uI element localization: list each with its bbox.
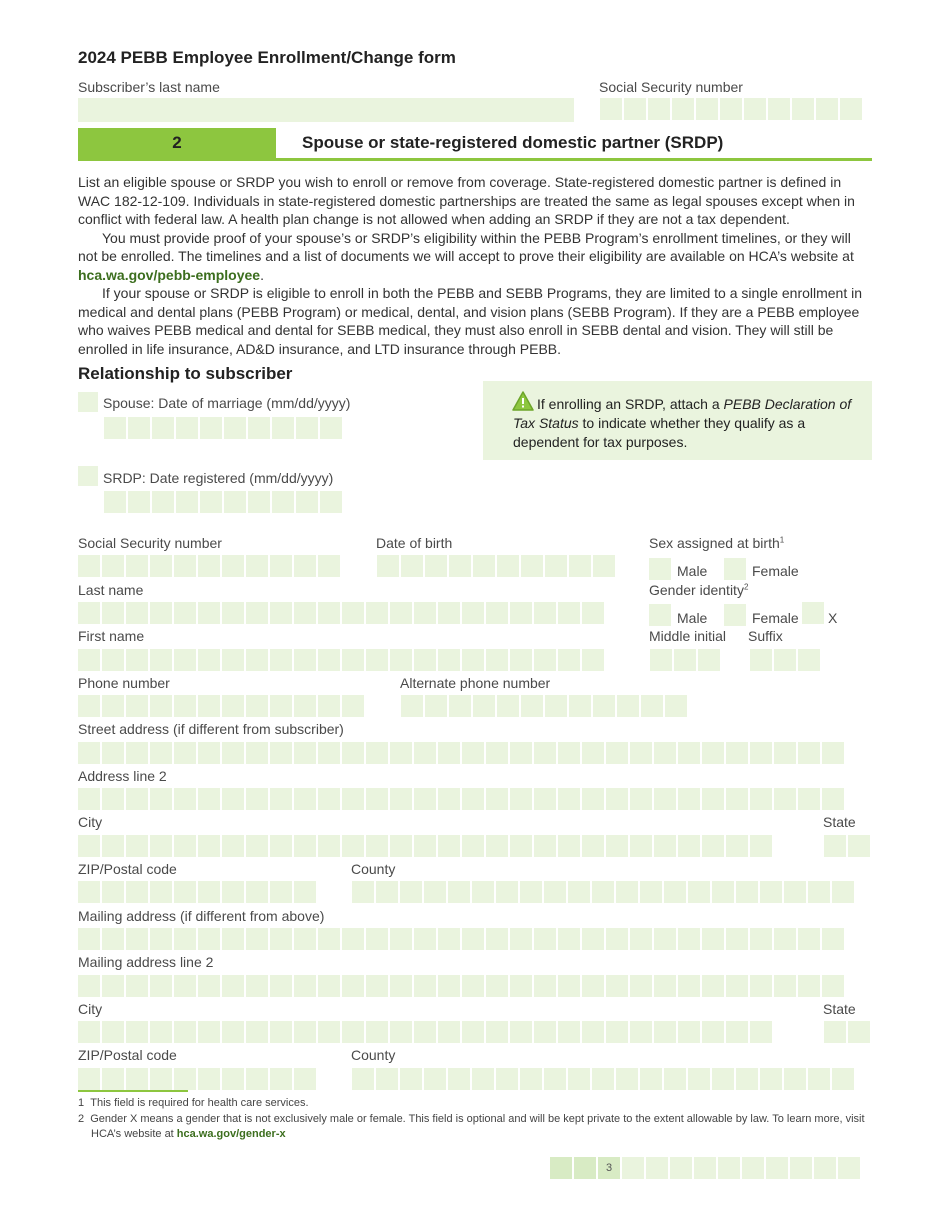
ssn-input[interactable] bbox=[78, 555, 340, 577]
phone-label: Phone number bbox=[78, 675, 170, 691]
intro-paragraph-1: List an eligible spouse or SRDP you wish to enroll or remove from coverage. State-registered domestic partner is defined in WAC 182-12-109. Individuals in state-registered domestic partnerships are treated the same as legal spouses except when in conflict with federal law. A health plan change is not allowed when adding an SRDP if they are not a tax dependent. bbox=[78, 174, 855, 227]
mailing-zip-label: ZIP/Postal code bbox=[78, 1047, 177, 1063]
srdp-checkbox[interactable] bbox=[78, 466, 98, 486]
address2-label: Address line 2 bbox=[78, 768, 167, 784]
page-number: 3 bbox=[598, 1157, 620, 1179]
mailing-county-label: County bbox=[351, 1047, 396, 1063]
mailing-city-input[interactable] bbox=[78, 1021, 772, 1043]
srdp-date-label: SRDP: Date registered (mm/dd/yyyy) bbox=[103, 470, 334, 486]
suffix-label: Suffix bbox=[748, 628, 783, 644]
intro-text bbox=[78, 173, 874, 358]
street-label: Street address (if different from subscriber) bbox=[78, 721, 344, 737]
gender-female-checkbox[interactable] bbox=[724, 604, 746, 626]
subscriber-ssn-label: Social Security number bbox=[599, 79, 743, 95]
section-header bbox=[78, 128, 872, 161]
gender-male-checkbox[interactable] bbox=[649, 604, 671, 626]
subscriber-last-name-label: Subscriber’s last name bbox=[78, 79, 220, 95]
first-name-label: First name bbox=[78, 628, 145, 644]
marriage-date-input[interactable] bbox=[104, 417, 342, 439]
gender-x-label: X bbox=[828, 610, 838, 626]
section-number: 2 bbox=[78, 128, 276, 158]
county-input[interactable] bbox=[352, 881, 854, 903]
dob-input[interactable] bbox=[377, 555, 615, 577]
sex-label: Sex assigned at birth$^1$ bbox=[649, 535, 785, 551]
subscriber-last-name-input[interactable] bbox=[78, 98, 574, 122]
county-label: County bbox=[351, 861, 396, 877]
footnote-1: 1 This field is required for health care services. bbox=[78, 1097, 309, 1109]
zip-label: ZIP/Postal code bbox=[78, 861, 177, 877]
phone-input[interactable] bbox=[78, 695, 364, 717]
state-input[interactable] bbox=[824, 835, 870, 857]
suffix-input[interactable] bbox=[750, 649, 820, 671]
intro-paragraph-2: You must provide proof of your spouse’s or SRDP’s eligibility within the PEBB Program’s enrollment timelines, or they will not be enrolled. The timelines and a list of documents we will accept to prove their eligibility are available on HCA’s website at hca.wa.gov/pebb-employee. bbox=[78, 229, 854, 283]
srdp-date-input[interactable] bbox=[104, 491, 342, 513]
mailing-zip-input[interactable] bbox=[78, 1068, 316, 1090]
subscriber-ssn-input[interactable] bbox=[600, 98, 862, 120]
mailing-input[interactable] bbox=[78, 928, 844, 950]
relationship-heading: Relationship to subscriber bbox=[78, 364, 293, 383]
first-name-input[interactable] bbox=[78, 649, 604, 671]
declaration-form-name: PEBB Declaration of Tax Status bbox=[513, 396, 852, 431]
sex-female-checkbox[interactable] bbox=[724, 558, 746, 580]
ssn-label: Social Security number bbox=[78, 535, 222, 551]
mailing-county-input[interactable] bbox=[352, 1068, 854, 1090]
gender-male-label: Male bbox=[677, 610, 708, 626]
street-input[interactable] bbox=[78, 742, 844, 764]
footnote-divider bbox=[78, 1090, 188, 1092]
mailing-state-input[interactable] bbox=[824, 1021, 870, 1043]
mailing-city-label: City bbox=[78, 1001, 103, 1017]
gender-label: Gender identity$^2$ bbox=[649, 582, 749, 598]
gender-x-checkbox[interactable] bbox=[802, 602, 824, 624]
middle-initial-input[interactable] bbox=[650, 649, 720, 671]
gender-female-label: Female bbox=[752, 610, 799, 626]
gender-x-link[interactable]: hca.wa.gov/gender-x bbox=[176, 1128, 286, 1140]
zip-input[interactable] bbox=[78, 881, 316, 903]
spouse-checkbox[interactable] bbox=[78, 392, 98, 412]
address2-input[interactable] bbox=[78, 788, 844, 810]
srdp-note: If enrolling an SRDP, attach a PEBB Declaration of Tax Status to indicate whether they qualify as a dependent for tax purposes. bbox=[483, 381, 872, 460]
state-label: State bbox=[823, 814, 856, 830]
sex-female-label: Female bbox=[752, 563, 799, 579]
footnote-2: 2 Gender X means a gender that is not exclusively male or female. This field is optional and will be kept private to the extent allowable by law. To learn more, visit HCA’s website at hca.wa.gov/gender-x bbox=[78, 1113, 865, 1140]
form-title: 2024 PEBB Employee Enrollment/Change form bbox=[78, 48, 456, 67]
city-label: City bbox=[78, 814, 103, 830]
sex-male-label: Male bbox=[677, 563, 708, 579]
mailing2-label: Mailing address line 2 bbox=[78, 954, 214, 970]
section-title: Spouse or state-registered domestic partner (SRDP) bbox=[302, 133, 724, 152]
alt-phone-input[interactable] bbox=[401, 695, 687, 717]
city-input[interactable] bbox=[78, 835, 772, 857]
intro-paragraph-3: If your spouse or SRDP is eligible to enroll in both the PEBB and SEBB Programs, they are limited to a single enrollment in medical and dental plans (PEBB Program) or medical, dental, and vision plans (SEBB Program). If they are a PEBB employee who waives PEBB medical and dental for SEBB medical, they must also enroll in SEBB dental and vision. They will still be enrolled in life insurance, AD&D insurance, and LTD insurance through PEBB. bbox=[78, 285, 863, 357]
pebb-employee-link[interactable]: hca.wa.gov/pebb-employee bbox=[78, 266, 261, 283]
mailing-state-label: State bbox=[823, 1001, 856, 1017]
dob-label: Date of birth bbox=[376, 535, 453, 551]
page-number-strip bbox=[550, 1157, 860, 1179]
middle-initial-label: Middle initial bbox=[649, 628, 727, 644]
mailing-label: Mailing address (if different from above) bbox=[78, 908, 325, 924]
mailing2-input[interactable] bbox=[78, 975, 844, 997]
sex-male-checkbox[interactable] bbox=[649, 558, 671, 580]
spouse-date-label: Spouse: Date of marriage (mm/dd/yyyy) bbox=[103, 395, 351, 411]
last-name-label: Last name bbox=[78, 582, 144, 598]
last-name-input[interactable] bbox=[78, 602, 604, 624]
alt-phone-label: Alternate phone number bbox=[400, 675, 551, 691]
